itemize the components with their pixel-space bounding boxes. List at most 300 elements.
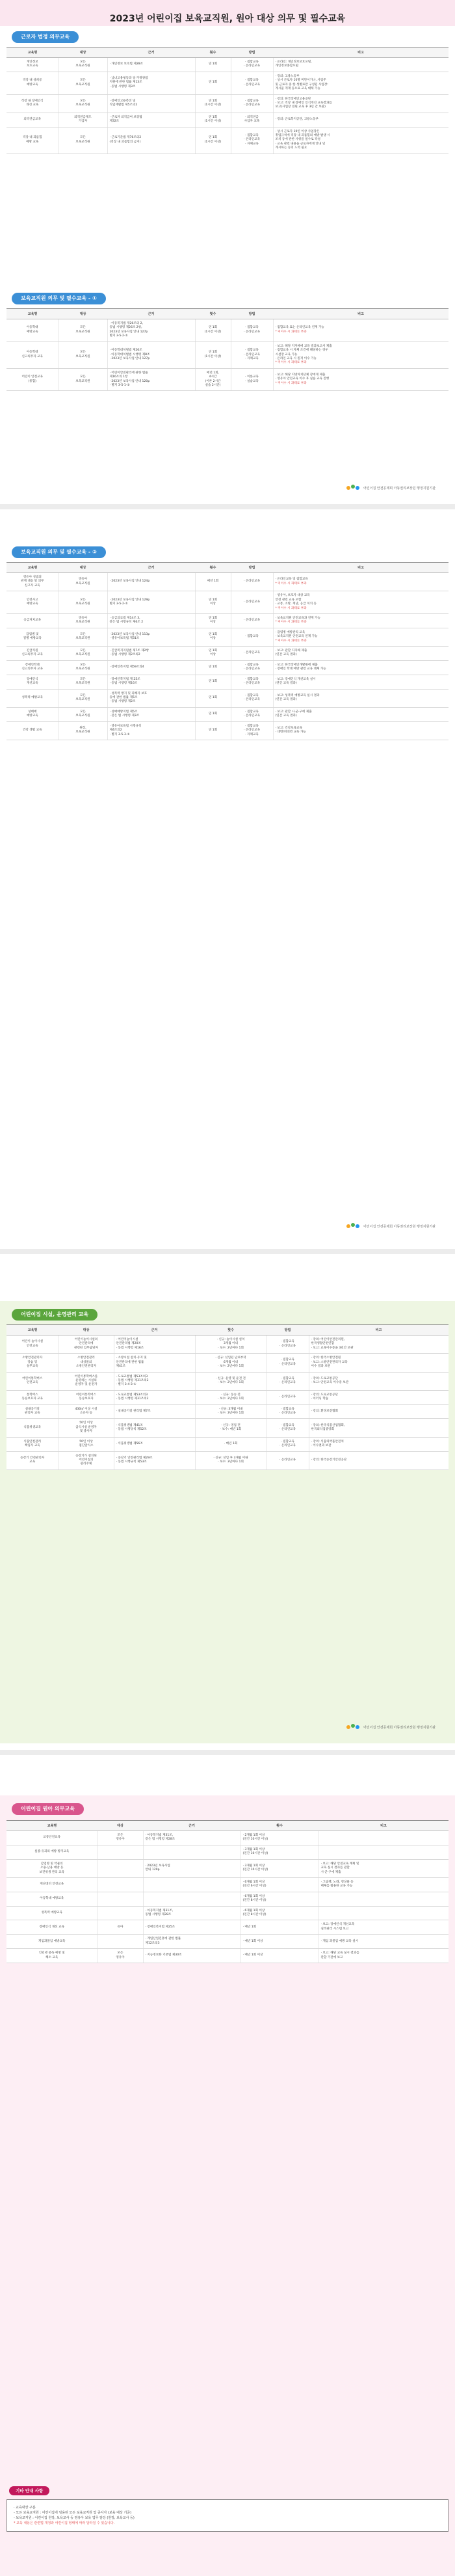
cell-basis <box>143 1845 240 1859</box>
cell-count: 연 1회 이상 <box>195 647 231 661</box>
guide-line: - 보육교직원 : 어린이집 원장, 보육교사 등 영유아 보육 업무 담당 (원장, 보육교사 등) <box>14 2516 135 2520</box>
cell-name: 직장 내 성희롱 예방교육 <box>6 72 58 94</box>
cell-note: · 강의: 근로복지공단, 고용노동부 <box>273 113 448 127</box>
cell-note: · 강의: 한국식품산업협회, 한국외식업중앙회 <box>309 1419 448 1437</box>
cell-method: · 집합교육 · 온라인교육 <box>231 58 273 72</box>
cell-line: · 영유아 안전교육 이수 후 실습 교육 진행 <box>275 377 330 381</box>
divider <box>0 1249 455 1254</box>
cell-basis: · 도로교통법 제53조의3 · 동법 시행령 제31조의2 · 별지 3-4-3-① <box>114 1372 195 1390</box>
cell-target: 영유아 보육교직원 <box>58 573 107 591</box>
cell-basis: · 도로교통법 제53조의3 · 동법 시행령 제31조의2 <box>114 1390 195 1404</box>
cell-note: · 보고: 성폭력 예방교육 실시 결과 (연간 교육 결과) <box>273 689 448 707</box>
cell-line: 안전 관련 교육 포함 <box>275 598 302 602</box>
section-3-table <box>6 562 448 740</box>
card-1 <box>0 26 455 504</box>
header-target: 대상 <box>58 309 107 319</box>
cell-method: · 집합교육 · 온라인교육 · 자체교육 <box>231 342 273 368</box>
cell-target <box>98 1906 143 1920</box>
cell-target: 어린이놀이시설의 안전관리에 관련된 업무담당자 <box>58 1335 114 1354</box>
cell-method: · 집합교육 · 온라인교육 <box>231 707 273 721</box>
table-row <box>6 1892 448 1906</box>
table-row <box>6 591 448 614</box>
cell-name: 어린이 안전교육 (통합) <box>6 368 58 391</box>
cell-note: · 보고: 해당 안전교육 계획 및 교육 실시 결과를 관할 시·군·구에 제출 <box>318 1859 448 1877</box>
guide-title: 기타 안내 사항 <box>9 2486 49 2495</box>
card-2 <box>0 540 455 1242</box>
cell-count: · 신규: 놀이시설 설치 3개월 이내 · 보수: 2년마다 1회 <box>195 1335 266 1354</box>
cell-target: 모든 보육교직원 <box>58 368 107 391</box>
header-count: 횟수 <box>195 563 231 573</box>
section-1-table <box>6 47 448 154</box>
table-row <box>6 1845 448 1859</box>
cell-target: 모든 보육교직원 <box>58 628 107 646</box>
cell-target: 소방안전관리 대상물의 소방안전관리자 <box>58 1354 114 1372</box>
card-4 <box>0 1795 455 2576</box>
table-row <box>6 1419 448 1437</box>
header-method: 방법 <box>231 309 273 319</box>
cell-count: 연 1회 (1시간 이상) <box>195 94 231 113</box>
cell-name: 식품안전관리 책임자 교육 <box>6 1437 58 1451</box>
header-note: 비고 <box>273 563 448 573</box>
cell-line: · 보고: 해당 지자체에 교육 결과보고서 제출 <box>275 344 332 348</box>
cell-basis: · 지능정보화 기본법 제30조 <box>143 1949 240 1963</box>
table-row <box>6 319 448 342</box>
table-row <box>6 127 448 154</box>
cell-method: · 집합교육 · 온라인교육 <box>266 1335 309 1354</box>
cell-target: 모든 영유아 <box>98 1831 143 1845</box>
cell-count: 연 1회 이상 <box>195 591 231 614</box>
cell-target: 유아 <box>98 1920 143 1935</box>
table-row <box>6 1451 448 1469</box>
cell-note <box>318 1892 448 1906</box>
cell-line: * 미이수 시 과태료 부과 <box>275 582 307 585</box>
cell-count: 매년 1회 <box>195 573 231 591</box>
cell-basis: · 장애인고용촉진 및 직업재활법 제5조의2 <box>107 94 195 113</box>
cell-note: · 보고: 장애인식 개선교육 실시 (연간 교육 결과) <box>273 675 448 689</box>
cell-name: 건강 생활 교육 <box>6 721 58 740</box>
guide-line: - 모든 보육교직원 : 어린이집에 임용된 모든 보육교직원 및 종사자 (보육 대상 기준) <box>14 2511 132 2515</box>
card-3 <box>0 1301 455 1743</box>
cell-line: · 온라인교육 및 집합교육 <box>275 578 308 582</box>
cell-basis: · 근로자 퇴직급여 보장법 제32조 <box>107 113 195 127</box>
cell-name: 인터넷 중독 예방 및 해소 교육 <box>6 1949 98 1963</box>
guide-line: * 교육 내용은 관련법 개정과 어린이집 형태에 따라 달라질 수 있습니다. <box>14 2521 115 2525</box>
cell-note: · 상시 근로자 10인 이상 사업장은 취업규칙에 직장 내 괴롭힘의 예방 발생 시 조치 등에 관한 사항을 필수로 작성 · 교육 관련 내용을 근로자에게 안내 및 게시하는 등의 노력 필요 <box>273 127 448 154</box>
table-row <box>6 628 448 646</box>
cell-count: 연 1회 이상 <box>195 628 231 646</box>
table-row <box>6 1906 448 1920</box>
cell-note <box>273 591 448 614</box>
cell-basis: · 영유아보육법 시행규칙 제4조의2 · 별지 3-5-3-① <box>107 721 195 740</box>
cell-name: 아동학대 신고의무자 교육 <box>6 342 58 368</box>
cell-count: · 매년 1회 <box>195 1437 266 1451</box>
table-header-row <box>6 563 448 573</box>
table-row <box>6 342 448 368</box>
header-method: 방법 <box>266 1325 309 1335</box>
cell-name: 식품위생교육 <box>6 1419 58 1437</box>
cell-count: 연 1회 <box>195 675 231 689</box>
cell-name: 직장 내 장애인식 개선 교육 <box>6 94 58 113</box>
cell-basis: · 개인정보 보호법 제28조 <box>107 58 195 72</box>
table-row <box>6 1404 448 1419</box>
cell-note: · 보고: 해당 교육 실시 결과를 관할 기관에 보고 <box>318 1949 448 1963</box>
cell-count: · 신규: 선임 후 3개월 이내 · 보수: 3년마다 1회 <box>195 1451 266 1469</box>
cell-method: · 온라인교육 <box>231 591 273 614</box>
cell-target: 퇴직연금제도 가입자 <box>58 113 107 127</box>
cell-method: · 집합교육 · 온라인교육 · 자체교육 <box>231 127 273 154</box>
table-row <box>6 1335 448 1354</box>
cell-count: 연 1회 <box>195 58 231 72</box>
cell-basis: · 아동복지법 제26조의 2, 동법 시행령 제26조 2항, 2023년 보육사업 안내 127p 별지 3-5-2-① <box>107 319 195 342</box>
header-note: 비고 <box>273 47 448 58</box>
cell-count: · 6개월 1회 이상 (연간 6시간 이상) <box>240 1877 318 1892</box>
cell-basis: · 소방시설 설치·유지 및 안전관리에 관한 법률 제41조 <box>114 1354 195 1372</box>
cell-line: * 미이수 시 과태료 부과 <box>275 621 307 624</box>
cell-line: · 보육교직원 안전교육 연계 가능 <box>275 635 318 639</box>
section-3-title: 보육교직원 의무 및 필수교육 - ② <box>12 546 106 558</box>
cell-target: 어린이통학버스 동승보호자 <box>58 1390 114 1404</box>
cell-note: · 강의: 도로교통공단 · 보고: 안전교육 이수증 보관 <box>309 1372 448 1390</box>
cell-basis: · 장애인복지법 제25조 <box>143 1920 240 1935</box>
cell-target: 모든 영유아 <box>98 1949 143 1963</box>
cell-method: · 집합교육 · 온라인교육 <box>231 660 273 675</box>
cell-basis: · 2023년 보육사업 안내 113p · 영유아보육법 제31조 <box>107 628 195 646</box>
cell-line: · 보고: 해당 지방자치단체 장에게 제출 <box>275 373 326 377</box>
cell-basis: · 2023년 보육사업 안내 129p 별지 3-5-2-① <box>107 591 195 614</box>
logo-icon <box>346 1223 361 1229</box>
cell-basis: · 게임산업진흥에 관한 법률 제12조의3 <box>143 1935 240 1949</box>
header-note: 비고 <box>273 309 448 319</box>
cell-note <box>273 628 448 646</box>
cell-basis: · 아동복지법 제31조, 동법 시행령 제28조 <box>143 1906 240 1920</box>
cell-basis: · 어린이안전관리에 관한 법률 제16조의 1항 · 2023년 보육사업 안내 120p · 별지 3-5-1-② <box>107 368 195 391</box>
table-row <box>6 1920 448 1935</box>
cell-name: 어린이 놀이시설 안전교육 <box>6 1335 58 1354</box>
cell-name: 개인정보 보호교육 <box>6 58 58 72</box>
cell-name: 성매매 예방교육 <box>6 707 58 721</box>
cell-note <box>273 613 448 628</box>
guide-line: · 교육대상 구분 <box>14 2506 36 2510</box>
cell-name: 어린이통학버스 안전교육 <box>6 1372 58 1390</box>
cell-note: · 강의: 식품의약품안전처 · 이수결과 보관 <box>309 1437 448 1451</box>
header-target: 대상 <box>58 563 107 573</box>
cell-count: · 3개월 1회 이상 (연간 10시간 이상) <box>240 1845 318 1859</box>
section-5-table <box>6 1820 448 1963</box>
table-row <box>6 689 448 707</box>
header-count: 횟수 <box>240 1821 318 1831</box>
cell-note <box>318 1906 448 1920</box>
cell-count: · 신규: 3개월 이내 · 보수: 3년마다 1회 <box>195 1404 266 1419</box>
cell-note: · 강의: 한국승강기안전공단 <box>309 1451 448 1469</box>
cell-line: · 집합교육 또는 온라인교육 연계 가능 <box>275 326 324 330</box>
cell-line: · 감염병 예방관리 교육 <box>275 630 306 634</box>
header-name: 교육명 <box>6 47 58 58</box>
cell-method: · 집합교육 · 온라인교육 <box>231 675 273 689</box>
cell-count: 연 1회 (1시간 이상) <box>195 342 231 368</box>
table-row <box>6 1935 448 1949</box>
table-row <box>6 368 448 391</box>
cell-name: 아동학대 예방교육 <box>6 319 58 342</box>
cell-target <box>98 1859 143 1877</box>
cell-method: · 온라인교육 <box>231 573 273 591</box>
cell-note: · 강의: 어린이안전관리원, 한국생활안전연합 · 보고: 교육이수증을 3년간 보관 <box>309 1335 448 1354</box>
table-row <box>6 573 448 591</box>
cell-method: · 집합교육 · 온라인교육 <box>266 1404 309 1419</box>
cell-line: · 온라인 교육 시 원격 이수 가능 <box>275 356 317 360</box>
cell-target: 모든 보육교직원 <box>58 319 107 342</box>
header-name: 교육명 <box>6 1325 58 1335</box>
cell-basis: · 근로기준법 제76조의2 (직장 내 괴롭힘의 금지) <box>107 127 195 154</box>
cell-count: 연 1회 <box>195 72 231 94</box>
cell-basis: · 승강기 안전관리법 제29조 · 동법 시행규칙 제53조 <box>114 1451 195 1469</box>
cell-basis <box>143 1877 240 1892</box>
cell-note: · 보고: 한국장애인개발원에 제출 · 장애인 학대 예방 관련 교육 대체 가능 <box>273 660 448 675</box>
header-count: 횟수 <box>195 47 231 58</box>
cell-note <box>273 319 448 342</box>
table-header-row <box>6 1325 448 1335</box>
cell-basis: · 2023년 보육사업 안내 129p <box>143 1859 240 1877</box>
cell-method: · 집합교육 · 온라인교육 <box>231 689 273 707</box>
cell-line: · 영유아, 보호자 대상 교육 <box>275 594 310 598</box>
cell-note: · 온라인: 개인정보보호포털, 개인정보종합포털 <box>273 58 448 72</box>
footer-text: 어린이집 안전공제회 아동권리보장원 행정지원기관 <box>363 486 436 490</box>
cell-name: 장애인학대 신고의무자 교육 <box>6 660 58 675</box>
cell-line: 시설장 교육 가능 <box>275 353 298 356</box>
cell-name: 아동학대 예방교육 <box>6 1892 98 1906</box>
logo-icon <box>346 485 361 491</box>
cell-target: 모든 보육교직원 <box>58 660 107 675</box>
cell-note: · 강의: 도로교통공단 · 이러닝 학습 <box>309 1390 448 1404</box>
cell-target: 모든 보육교직원 <box>58 675 107 689</box>
cell-basis: · 식품위생법 제56조 <box>114 1437 195 1451</box>
section-1-title: 근로자 법정 의무교육 <box>12 31 79 43</box>
cell-note: · 그림책, 노래, 영상물 등 매체를 활용한 교육 가능 <box>318 1877 448 1892</box>
cell-basis: · 아동복지법 제31조, 같은 법 시행령 제28조 <box>143 1831 240 1845</box>
cell-basis: · 남녀고용평등과 일·가정양립 지원에 관한 법률 제13조 · 동법 시행령 제3조 <box>107 72 195 94</box>
cell-line: * 미이수 시 과태료 부과 <box>275 606 307 610</box>
section-4-table <box>6 1324 448 1470</box>
cell-line: · 집합교육 시 자체 조건에 해당하는 경우 <box>275 349 328 353</box>
cell-method: · 집합교육 <box>231 628 273 646</box>
cell-line: · 보육교직원 안전교육과 연계 가능 <box>275 616 320 620</box>
cell-name: 장애인식 개선교육 <box>6 675 58 689</box>
table-row <box>6 721 448 740</box>
cell-name: 게임과몰입 예방교육 <box>6 1935 98 1949</box>
cell-count: · 매년 1회 <box>240 1920 318 1935</box>
cell-name: 응급처치교육 <box>6 613 58 628</box>
cell-target <box>98 1845 143 1859</box>
table-header-row <box>6 1821 448 1831</box>
header-method: 방법 <box>231 563 273 573</box>
table-header-row <box>6 47 448 58</box>
table-row <box>6 1859 448 1877</box>
cell-basis: · 긴급복지지원법 제7조 제2항 · 동법 시행령 제2조의2 <box>107 647 195 661</box>
cell-target: 원장, 보육교직원 <box>58 721 107 740</box>
cell-method: · 온라인교육 <box>231 647 273 661</box>
cell-name: 실내공기질 관리자 교육 <box>6 1404 58 1419</box>
cell-count: · 매년 1회 이상 <box>240 1949 318 1963</box>
cell-name: 교통안전교육 <box>6 1831 98 1845</box>
footer-logo <box>346 1223 436 1229</box>
footer-logo <box>346 1724 436 1730</box>
cell-name: 감염병 및 질병 예방교육 <box>6 628 58 646</box>
cell-note: · 강의: 환경보전협회 <box>309 1404 448 1419</box>
cell-basis <box>143 1892 240 1906</box>
cell-note: · 강의: 한국장애인고용공단 · 보고: 직장 내 장애인 인식개선 교육결과를 보고(사업장 전원 교육 후 3년 간 보관) <box>273 94 448 113</box>
cell-method: · 집합교육 · 온라인교육 <box>266 1419 309 1437</box>
cell-method: · 온라인교육 <box>231 613 273 628</box>
header-count: 횟수 <box>195 1325 266 1335</box>
guide-box <box>6 2499 448 2532</box>
cell-method: · 집합교육 · 온라인교육 <box>266 1372 309 1390</box>
header-target: 대상 <box>58 47 107 58</box>
cell-basis: · 성매매방지법 제5조 · 같은 법 시행령 제3조 <box>107 707 195 721</box>
cell-count: · 신규: 영업 전 · 보수: 매년 1회 <box>195 1419 266 1437</box>
page-title: 2023년 어린이집 보육교직원, 원아 대상 의무 및 필수교육 <box>109 14 346 24</box>
cell-target <box>98 1892 143 1906</box>
header-basis: 근거 <box>107 563 195 573</box>
cell-target: 모든 보육교직원 <box>58 689 107 707</box>
cell-note: · 강의: 고용노동부 · 상시 근로자 10명 미만이거나, 사업주 및 근로자 중 한 성별로만 구성된 사업장: 게시물 게재 등으로 교육 대체 가능 <box>273 72 448 94</box>
cell-note: · 보고: 관할 시·군·구에 제출 (연간 교육 결과) <box>273 707 448 721</box>
cell-target: 모든 보육교직원 <box>58 58 107 72</box>
cell-name: 통학버스 동승보호자 교육 <box>6 1390 58 1404</box>
cell-target: 승강기가 설치된 어린이집의 관리주체 <box>58 1451 114 1469</box>
section-2-title: 보육교직원 의무 및 필수교육 - ① <box>12 293 106 304</box>
cell-line: * 미이수 시 과태료 부과 <box>275 330 307 334</box>
cell-count: · 매년 1회 이상 <box>240 1935 318 1949</box>
divider <box>0 504 455 509</box>
cell-basis: · 장애인복지법 제59조의4 <box>107 660 195 675</box>
cell-count: · 6개월 1회 이상 (연간 8시간 이상) <box>240 1906 318 1920</box>
cell-note <box>318 1845 448 1859</box>
table-row <box>6 613 448 628</box>
cell-name: 감염병 및 약물의 오용·남용 예방 등 보건위생 관리 교육 <box>6 1859 98 1877</box>
header-count: 횟수 <box>195 309 231 319</box>
cell-note <box>318 1831 448 1845</box>
cell-name: 승강기 안전관리자 교육 <box>6 1451 58 1469</box>
cell-basis: · 식품위생법 제41조 · 동법 시행규칙 제52조 <box>114 1419 195 1437</box>
cell-name: 안전사고 예방교육 <box>6 591 58 614</box>
table-row <box>6 72 448 94</box>
cell-method: · 퇴직연금 사업자 교육 <box>231 113 273 127</box>
cell-count: 연 1회 (1시간 이상) <box>195 127 231 154</box>
header-target: 대상 <box>58 1325 114 1335</box>
cell-count: · 6개월 1회 이상 (연간 8시간 이상) <box>240 1892 318 1906</box>
cell-count: · 신규: 동승 전 · 보수: 2년마다 1회 <box>195 1390 266 1404</box>
cell-count: 연 1회 <box>195 707 231 721</box>
cell-count: · 2개월 1회 이상 (연간 10시간 이상) <box>240 1831 318 1845</box>
cell-method: · 집합교육 · 온라인교육 <box>266 1354 309 1372</box>
cell-count: · 3개월 1회 이상 (연간 10시간 이상) <box>240 1859 318 1877</box>
table-header-row <box>6 309 448 319</box>
cell-target: 모든 보육교직원 <box>58 591 107 614</box>
cell-name: 영유아 성범죄 관계 대응 및 의무 신고자 교육 <box>6 573 58 591</box>
cell-target: 430㎡ 이상 시설 소유자 등 <box>58 1404 114 1419</box>
title-card <box>0 0 455 26</box>
cell-method: · 온라인교육 <box>266 1451 309 1469</box>
table-row <box>6 94 448 113</box>
cell-method: · 이론교육 · 실습교육 <box>231 368 273 391</box>
cell-basis: · 어린이놀이시설 안전관리법 제20조 · 동법 시행령 제16조 <box>114 1335 195 1354</box>
cell-name: 직장 내 괴롭힘 예방 교육 <box>6 127 58 154</box>
cell-method: · 집합교육 · 온라인교육 · 자체교육 <box>231 721 273 740</box>
cell-count: 연 1회 <box>195 689 231 707</box>
header-basis: 근거 <box>114 1325 195 1335</box>
table-row <box>6 1877 448 1892</box>
cell-target: 모든 보육교직원 <box>58 707 107 721</box>
footer-text: 어린이집 안전공제회 아동권리보장원 행정지원기관 <box>363 1224 436 1229</box>
cell-name: 긴급지원 신고의무자 교육 <box>6 647 58 661</box>
header-target: 대상 <box>98 1821 143 1831</box>
cell-name: 실종·유괴의 예방·방지교육 <box>6 1845 98 1859</box>
table-row <box>6 1831 448 1845</box>
table-row <box>6 1372 448 1390</box>
cell-method: · 집합교육 · 온라인교육 <box>231 72 273 94</box>
logo-icon <box>346 1724 361 1730</box>
header-name: 교육명 <box>6 563 58 573</box>
cell-basis: · 응급의료법 제14조 3, 같은 법 시행규칙 제6조 2 <box>107 613 195 628</box>
header-name: 교육명 <box>6 309 58 319</box>
cell-note: · 게임 과몰입 예방 교육 실시 <box>318 1935 448 1949</box>
table-row <box>6 113 448 127</box>
cell-count: 연 1회 (1시간 이상) <box>195 319 231 342</box>
cell-target: 영유아 보육교직원 <box>58 613 107 628</box>
header-name: 교육명 <box>6 1821 98 1831</box>
cell-count: 연 1회 (1시간 이상) <box>195 113 231 127</box>
table-row <box>6 660 448 675</box>
table-row <box>6 1390 448 1404</box>
table-row <box>6 647 448 661</box>
cell-count: · 신규: 선임된 날로부터 6개월 이내 · 보수: 2년마다 1회 <box>195 1354 266 1372</box>
cell-basis: · 2023년 보육사업 안내 124p <box>107 573 195 591</box>
cell-note <box>273 368 448 391</box>
cell-target: 모든 보육교직원 <box>58 127 107 154</box>
cell-target <box>98 1935 143 1949</box>
cell-method: · 집합교육 · 온라인교육 <box>231 94 273 113</box>
table-row <box>6 58 448 72</box>
cell-name: 장애인식 개선 교육 <box>6 1920 98 1935</box>
header-method: 방법 <box>231 47 273 58</box>
cell-line: * 미이수 시 과태료 부과 <box>275 639 307 643</box>
cell-name: 소방안전관리자 강습 및 실무교육 <box>6 1354 58 1372</box>
cell-method: · 집합교육 · 온라인교육 <box>231 319 273 342</box>
table-row <box>6 1354 448 1372</box>
cell-name: 성폭력 예방교육 <box>6 1906 98 1920</box>
cell-name: 재난대비 안전교육 <box>6 1877 98 1892</box>
table-row <box>6 675 448 689</box>
cell-count: 매년 1회, 4시간 (이론 2시간 실습 2시간) <box>195 368 231 391</box>
cell-basis: · 성폭력 방지 및 피해자 보호 등에 관한 법률 제5조 · 동법 시행령 제2조 <box>107 689 195 707</box>
cell-note: · 강의: 한국소방안전원 · 보고: 소방안전관리자 교육 이수 결과 보관 <box>309 1354 448 1372</box>
cell-target <box>98 1877 143 1892</box>
cell-note <box>273 573 448 591</box>
cell-note: · 보고: 관할 지자체 제출 (연간 교육 결과) <box>273 647 448 661</box>
header-basis: 근거 <box>107 309 195 319</box>
cell-name: 성폭력 예방교육 <box>6 689 58 707</box>
cell-note <box>273 342 448 368</box>
footer-logo <box>346 485 436 491</box>
cell-basis: · 장애인복지법 제 25조 · 동법 시행령 제16조 <box>107 675 195 689</box>
header-basis: 근거 <box>107 47 195 58</box>
cell-count: · 신규: 운영 및 운전 전 · 보수: 2년마다 1회 <box>195 1372 266 1390</box>
cell-target: 50인 이상 집단급식소 <box>58 1437 114 1451</box>
section-2-table <box>6 308 448 391</box>
header-note: 비고 <box>309 1325 448 1335</box>
section-5-title: 어린이집 원아 의무교육 <box>12 1803 84 1815</box>
table-row <box>6 1437 448 1451</box>
cell-target: 모든 보육교직원 <box>58 72 107 94</box>
